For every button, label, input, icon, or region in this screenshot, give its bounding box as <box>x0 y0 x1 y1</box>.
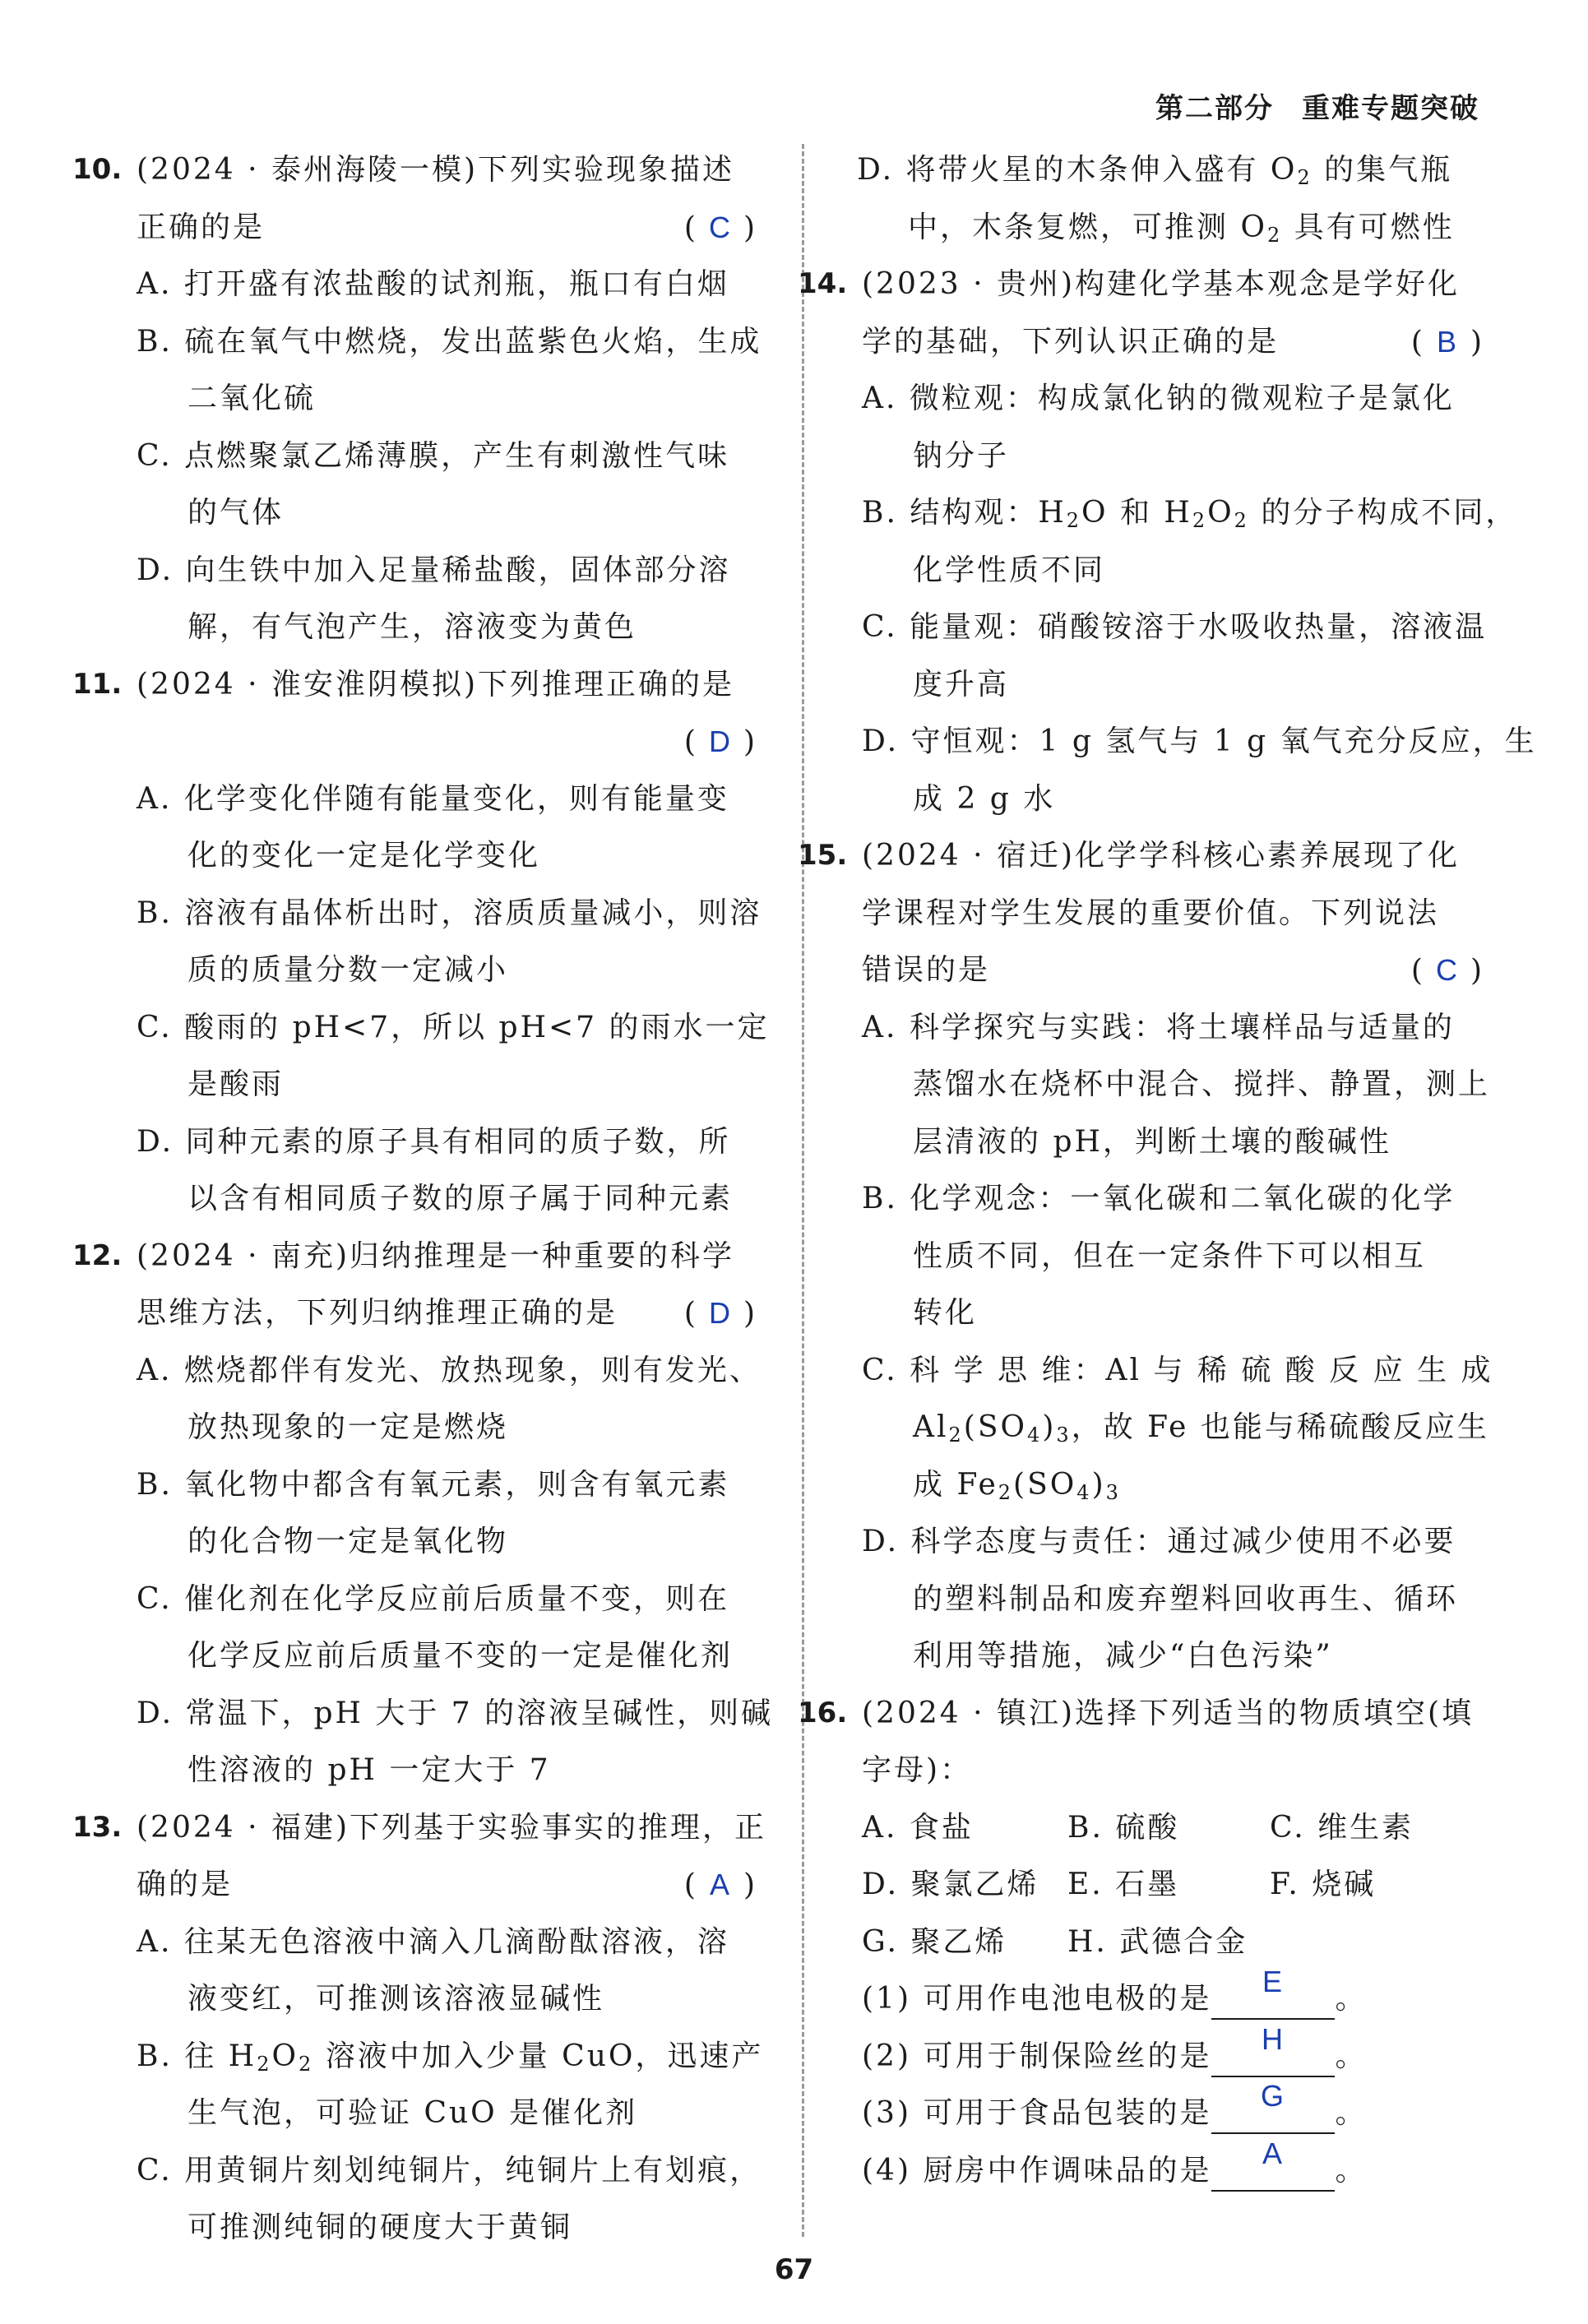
question-text: 思维方法，下列归纳推理正确的是 <box>137 1296 618 1330</box>
question-number: 10. <box>72 153 123 186</box>
answer: C <box>1435 953 1457 987</box>
option-c-cont: 可推测纯铜的硬度大于黄铜 <box>188 2211 573 2244</box>
option-d: D. 将带火星的木条伸入盛有 $O_2$ 的集气瓶 <box>857 153 1453 189</box>
option-c-cont: 的气体 <box>188 496 285 530</box>
option-b: B. 往 $H_2O_2$ 溶液中加入少量 CuO，迅速产 <box>137 2039 764 2076</box>
question-text: (2024 · 镇江)选择下列适当的物质填空(填 <box>862 1696 1475 1730</box>
right-column <box>798 141 1537 2199</box>
question-text: (2024 · 宿迁)化学学科核心素养展现了化 <box>862 839 1461 873</box>
option-c-cont: 化学反应前后质量不变的一定是催化剂 <box>188 1639 734 1673</box>
option-d-cont: 利用等措施，减少“白色污染” <box>913 1639 1333 1673</box>
option-b: B. 硫在氧气中燃烧，发出蓝紫色火焰，生成 <box>137 324 762 359</box>
question-number: 11. <box>72 667 123 701</box>
question-text: (2023 · 贵州)构建化学基本观念是学好化 <box>862 267 1461 301</box>
option-c: C. 用黄铜片刻划纯铜片，纯铜片上有划痕， <box>137 2153 762 2187</box>
option-c: C. 点燃聚氯乙烯薄膜，产生有刺激性气味 <box>137 438 730 473</box>
question-number: 12. <box>72 1238 123 1272</box>
question-10 <box>72 141 762 656</box>
header-part: 第二部分 <box>1155 92 1274 125</box>
question-14 <box>798 256 1537 827</box>
option-a: A. 化学变化伴随有能量变化，则有能量变 <box>137 781 729 816</box>
question-text: 确的是 <box>137 1868 234 1901</box>
option-b-cont: 转化 <box>913 1296 978 1330</box>
question-text: (2024 · 福建)下列基于实验事实的推理，正 <box>137 1810 767 1845</box>
option-d-cont: 性溶液的 pH 一定大于 7 <box>188 1753 551 1787</box>
option-a-cont: 放热现象的一定是燃烧 <box>188 1410 509 1444</box>
sub-question-2: (2) 可用于制保险丝的是H。 <box>798 2028 1482 2086</box>
sub-question-1: (1) 可用作电池电极的是E。 <box>798 1970 1482 2028</box>
answer: C <box>708 210 730 244</box>
option-d: D. 守恒观：1 g 氢气与 1 g 氧气充分反应，生 <box>862 725 1537 758</box>
option-b-cont: 化学性质不同 <box>913 553 1106 587</box>
option-a: A. 打开盛有浓盐酸的试剂瓶，瓶口有白烟 <box>137 267 729 301</box>
answer-bracket: ( C ) <box>684 199 755 257</box>
answer-bracket: ( A ) <box>684 1856 755 1914</box>
choice-row <box>798 1856 1482 1914</box>
option-d-cont: 以含有相同质子数的原子属于同种元素 <box>188 1182 734 1215</box>
option-b-cont: 二氧化硫 <box>188 382 317 415</box>
choice-row <box>798 1914 1482 1971</box>
question-number: 14. <box>798 267 848 300</box>
question-number: 13. <box>72 1810 123 1844</box>
choice: F. 烧碱 <box>1270 1868 1377 1901</box>
sub-question-3: (3) 可用于食品包装的是G。 <box>798 2085 1482 2142</box>
question-text: 错误的是 <box>862 953 991 987</box>
question-text: 学课程对学生发展的重要价值。下列说法 <box>862 896 1440 930</box>
answer-blank[interactable]: A <box>1211 2147 1335 2192</box>
option-c: C. 科 学 思 维：Al 与 稀 硫 酸 反 应 生 成 <box>862 1353 1493 1387</box>
option-a: A. 往某无色溶液中滴入几滴酚酞溶液，溶 <box>137 1924 729 1959</box>
option-c-cont: 成 $Fe_2(SO_4)_3$ <box>913 1467 1121 1504</box>
answer: A <box>709 1868 729 1901</box>
question-text: (2024 · 泰州海陵一模)下列实验现象描述 <box>137 153 735 187</box>
answer-blank[interactable]: G <box>1211 2090 1335 2134</box>
answer-blank[interactable]: H <box>1211 2033 1335 2077</box>
question-text: 正确的是 <box>137 210 266 244</box>
choice: A. 食盐 <box>862 1810 974 1845</box>
answer-blank[interactable]: E <box>1211 1975 1335 2020</box>
question-text: (2024 · 淮安淮阴模拟)下列推理正确的是 <box>137 667 735 701</box>
option-a: A. 燃烧都伴有发光、放热现象，则有发光、 <box>137 1353 762 1387</box>
choice: G. 聚乙烯 <box>862 1924 1007 1959</box>
option-d-cont: 中，木条复燃，可推测 $O_2$ 具有可燃性 <box>908 210 1455 247</box>
question-12 <box>72 1228 774 1799</box>
choice: E. 石墨 <box>1067 1868 1180 1901</box>
option-b-cont: 生气泡，可验证 CuO 是催化剂 <box>188 2096 638 2130</box>
option-d: D. 向生铁中加入足量稀盐酸，固体部分溶 <box>137 553 731 587</box>
option-c-cont: 度升高 <box>913 667 1010 701</box>
answer-bracket: ( D ) <box>684 713 755 771</box>
page-header <box>1155 86 1479 126</box>
sub-question-4: (4) 厨房中作调味品的是A。 <box>798 2142 1482 2200</box>
option-b: B. 结构观：$H_2O$ 和 $H_2O_2$ 的分子构成不同， <box>862 496 1518 532</box>
choice: H. 武德合金 <box>1067 1924 1248 1959</box>
option-d-cont: 的塑料制品和废弃塑料回收再生、循环 <box>913 1581 1459 1616</box>
choice: D. 聚氯乙烯 <box>862 1868 1039 1901</box>
question-number: 15. <box>798 839 848 872</box>
question-text: 学的基础，下列认识正确的是 <box>862 324 1280 359</box>
option-b-cont: 性质不同，但在一定条件下可以相互 <box>913 1238 1427 1273</box>
choice-row <box>798 1799 1482 1857</box>
page-number: 67 <box>774 2253 814 2286</box>
question-13 <box>72 1799 767 2257</box>
option-d: D. 同种元素的原子具有相同的质子数，所 <box>137 1124 731 1159</box>
option-d-cont: 成 2 g 水 <box>913 781 1056 816</box>
option-a-cont: 层清液的 pH，判断土壤的酸碱性 <box>913 1124 1391 1159</box>
option-c-cont: $Al_2(SO_4)_3$，故 Fe 也能与稀硫酸反应生 <box>913 1410 1489 1447</box>
answer-bracket: ( B ) <box>1411 313 1482 372</box>
question-13-cont <box>849 141 1482 256</box>
answer: B <box>1436 324 1456 359</box>
question-15 <box>798 827 1493 1685</box>
option-d: D. 科学态度与责任：通过减少使用不必要 <box>862 1525 1456 1558</box>
answer-bracket: ( D ) <box>684 1285 755 1343</box>
option-b: B. 溶液有晶体析出时，溶质质量减小，则溶 <box>137 896 762 930</box>
question-number: 16. <box>798 1696 848 1729</box>
header-topic: 重难专题突破 <box>1302 92 1479 125</box>
question-text: (2024 · 南充)归纳推理是一种重要的科学 <box>137 1238 735 1273</box>
option-c-cont: 是酸雨 <box>188 1067 285 1101</box>
left-column <box>72 141 774 2257</box>
option-c: C. 能量观：硝酸铵溶于水吸收热量，溶液温 <box>862 610 1488 644</box>
question-text: 字母)： <box>862 1753 973 1787</box>
answer: D <box>708 1296 730 1330</box>
option-b: B. 氧化物中都含有氧元素，则含有氧元素 <box>137 1467 730 1502</box>
option-c: C. 酸雨的 pH<7，所以 pH<7 的雨水一定 <box>137 1010 770 1044</box>
option-a-cont: 钠分子 <box>913 438 1010 473</box>
option-a-cont: 液变红，可推测该溶液显碱性 <box>188 1982 605 2016</box>
option-a-cont: 化的变化一定是化学变化 <box>188 839 541 873</box>
option-a: A. 科学探究与实践：将土壤样品与适量的 <box>862 1010 1455 1044</box>
option-a: A. 微粒观：构成氯化钠的微观粒子是氯化 <box>862 382 1455 415</box>
option-a-cont: 蒸馏水在烧杯中混合、搅拌、静置，测上 <box>913 1067 1491 1101</box>
option-d-cont: 解，有气泡产生，溶液变为黄色 <box>188 610 637 644</box>
choice: C. 维生素 <box>1270 1810 1414 1845</box>
answer: D <box>708 725 730 758</box>
question-11 <box>72 656 770 1228</box>
option-b-cont: 质的质量分数一定减小 <box>188 953 509 987</box>
option-b: B. 化学观念：一氧化碳和二氧化碳的化学 <box>862 1182 1456 1215</box>
answer-bracket: ( C ) <box>1411 942 1482 1000</box>
option-c: C. 催化剂在化学反应前后质量不变，则在 <box>137 1581 730 1616</box>
option-d: D. 常温下，pH 大于 7 的溶液呈碱性，则碱 <box>137 1696 774 1730</box>
choice: B. 硫酸 <box>1067 1810 1180 1845</box>
option-b-cont: 的化合物一定是氧化物 <box>188 1525 509 1558</box>
question-16 <box>798 1685 1482 2200</box>
